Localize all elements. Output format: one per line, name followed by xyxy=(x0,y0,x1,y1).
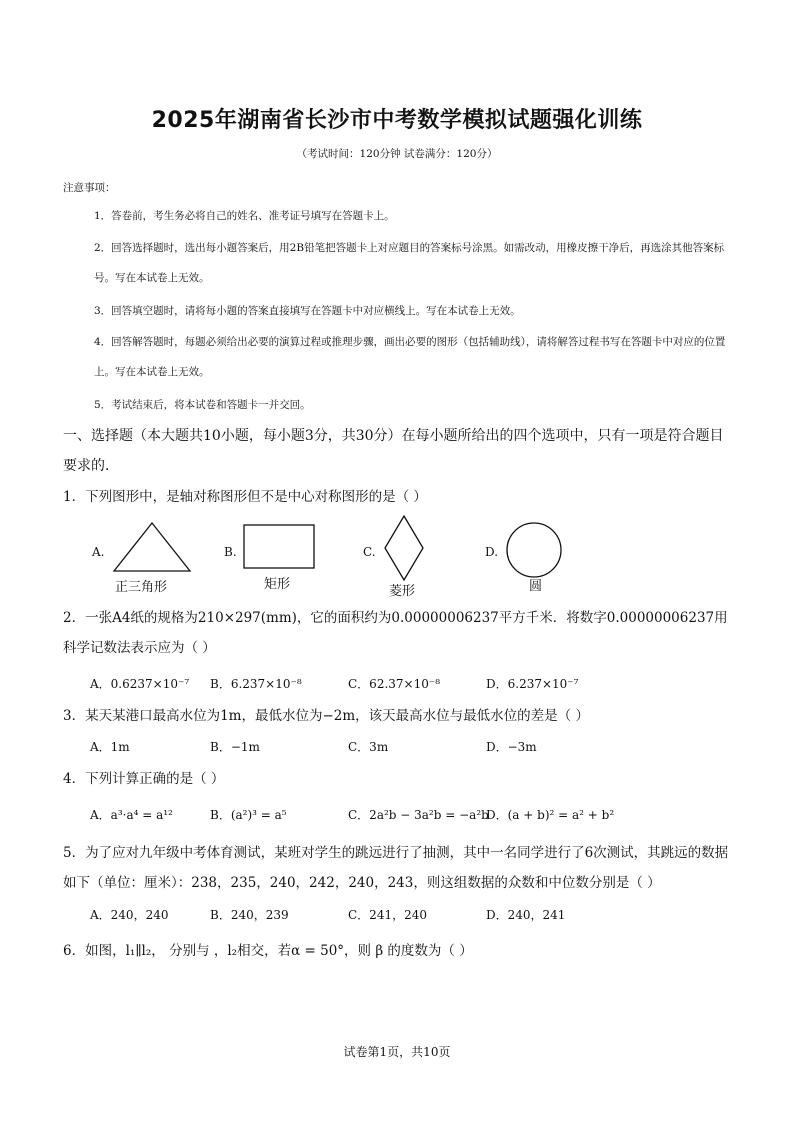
option-letter: D. xyxy=(485,545,499,559)
option-a: A．0.6237×10⁻⁷ xyxy=(90,677,190,691)
question-6: 6．如图，l₁∥l₂， 分别与 ，l₂相交，若α = 50°，则 β 的度数为（ ） xyxy=(63,943,473,959)
option-letter: C. xyxy=(363,545,376,559)
option-letter: A. xyxy=(92,545,105,559)
notice-item: 5．考试结束后，将本试卷和答题卡一并交回。 xyxy=(94,399,311,411)
question-1: 1．下列图形中，是轴对称图形但不是中心对称图形的是（ ） xyxy=(63,489,427,505)
section-heading: 一、选择题（本大题共10小题，每小题3分，共30分）在每小题所给出的四个选项中，只有一项是符合题目要求的． xyxy=(63,428,724,474)
option-letter: B. xyxy=(224,545,237,559)
option-d: D．(a + b)² = a² + b² xyxy=(486,808,615,822)
notice-item: 3．回答填空题时，请将每小题的答案直接填写在答题卡中对应横线上。写在本试卷上无效。 xyxy=(94,305,521,317)
option-c: C．241，240 xyxy=(348,908,427,922)
option-caption: 正三角形 xyxy=(115,580,168,595)
page-footer: 试卷第1页，共10页 xyxy=(343,1045,451,1059)
option-c: C．3m xyxy=(348,740,389,754)
question-4-options xyxy=(90,806,730,828)
question-4: 4．下列计算正确的是（ ） xyxy=(63,771,225,787)
option-c: C．62.37×10⁻⁸ xyxy=(348,677,441,691)
notice-heading: 注意事项： xyxy=(63,182,116,194)
option-caption: 圆 xyxy=(529,579,543,594)
notice-item: 2．回答选择题时，选出每小题答案后，用2B铅笔把答题卡上对应题目的答案标号涂黑。如需改动，用橡皮擦干净后，再选涂其他答案标号。写在本试卷上无效。 xyxy=(94,242,725,284)
option-a: A．240，240 xyxy=(90,908,169,922)
option-d: D．6.237×10⁻⁷ xyxy=(486,677,579,691)
circle-shape xyxy=(505,521,563,579)
rhombus-shape xyxy=(383,514,425,582)
option-a: A．1m xyxy=(90,740,130,754)
question-5-options xyxy=(90,906,730,928)
question-2: 2．一张A4纸的规格为210×297(mm)，它的面积约为0.00000006237平方千米．将数字0.00000006237用科学记数法表示应为（ ） xyxy=(63,610,728,656)
option-d: D．240，241 xyxy=(486,908,566,922)
option-b: B．(a²)³ = a⁵ xyxy=(210,808,287,822)
notice-item: 1．答卷前，考生务必将自己的姓名、准考证号填写在答题卡上。 xyxy=(94,210,395,222)
triangle-shape xyxy=(112,521,192,573)
question-3: 3．某天某港口最高水位为1m，最低水位为−2m，该天最高水位与最低水位的差是（ ） xyxy=(63,708,589,724)
question-3-options xyxy=(90,738,730,760)
option-caption: 矩形 xyxy=(264,577,291,592)
option-caption: 菱形 xyxy=(389,584,416,599)
option-d: D．−3m xyxy=(486,740,537,754)
option-c: C．2a²b − 3a²b = −a²b xyxy=(348,808,489,822)
rectangle-shape xyxy=(243,524,315,569)
option-a: A．a³·a⁴ = a¹² xyxy=(90,808,173,822)
option-b: B．6.237×10⁻⁸ xyxy=(210,677,302,691)
option-b: B．240，239 xyxy=(210,908,289,922)
page-title: 2025年湖南省长沙市中考数学模拟试题强化训练 xyxy=(151,108,643,133)
option-b: B．−1m xyxy=(210,740,260,754)
question-5: 5．为了应对九年级中考体育测试，某班对学生的跳远进行了抽测，其中一名同学进行了6次测试，其跳远的数据如下（单位：厘米）：238，235，240，242，240，243，则这组数据的众数和中位数分别是（ ） xyxy=(63,845,729,891)
notice-item: 4．回答解答题时，每题必须给出必要的演算过程或推理步骤，画出必要的图形（包括辅助线），请将解答过程书写在答题卡中对应的位置上。写在本试卷上无效。 xyxy=(94,336,726,378)
question-2-options xyxy=(90,675,730,697)
exam-info: （考试时间：120分钟 试卷满分：120分） xyxy=(296,148,498,160)
